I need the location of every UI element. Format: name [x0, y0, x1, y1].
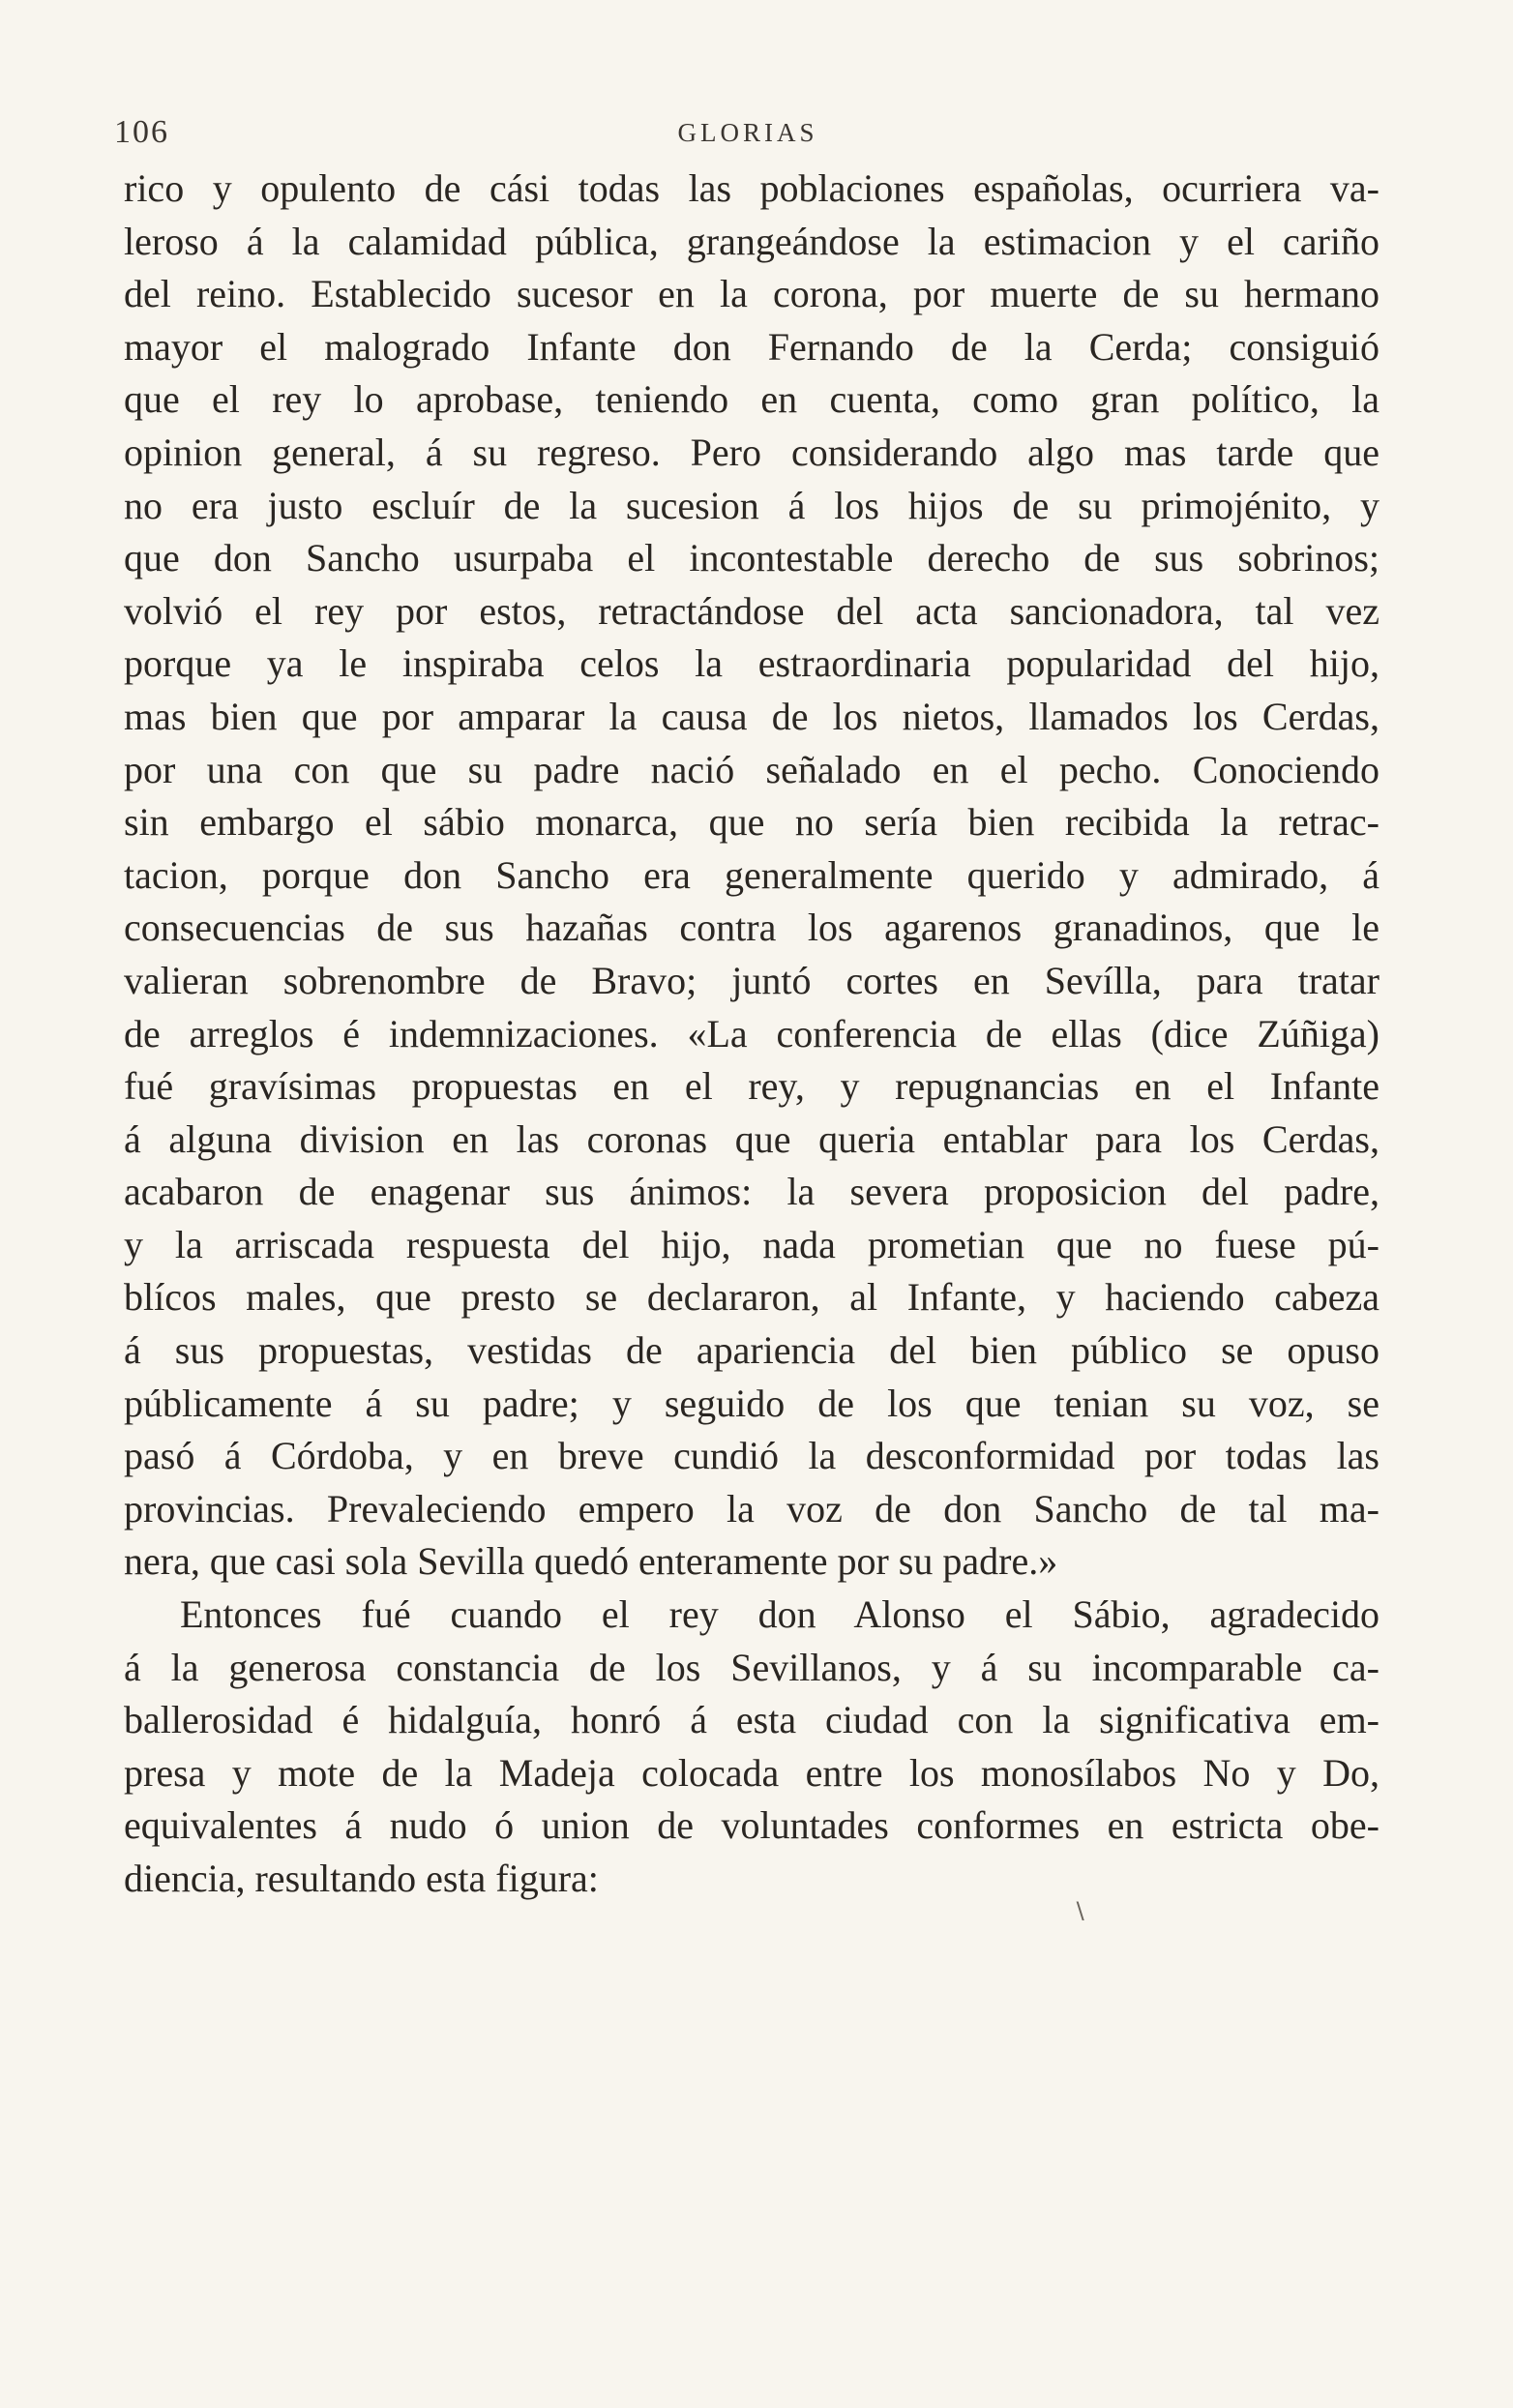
text-line: no era justo escluír de la sucesion á los hijos de su primojénito, y [124, 483, 1380, 527]
text-line: y la arriscada respuesta del hijo, nada prometian que no fuese pú- [124, 1222, 1380, 1266]
text-line: tacion, porque don Sancho era generalmente querido y admirado, á [124, 852, 1380, 897]
text-line: que el rey lo aprobase, teniendo en cuenta, como gran político, la [124, 377, 1380, 422]
text-line: consecuencias de sus hazañas contra los agarenos granadinos, que le [124, 906, 1380, 950]
page-number: 106 [114, 114, 169, 150]
text-line: ballerosidad é hidalguía, honró á esta ciudad con la significativa em- [124, 1698, 1380, 1742]
text-line: opinion general, á su regreso. Pero considerando algo mas tarde que [124, 430, 1380, 474]
text-line: á la generosa constancia de los Sevillanos, y á su incomparable ca- [124, 1645, 1380, 1689]
running-title: GLORIAS [677, 118, 818, 147]
text-line: presa y mote de la Madeja colocada entre los monosílabos No y Do, [124, 1750, 1380, 1795]
text-line: volvió el rey por estos, retractándose del acta sancionadora, tal vez [124, 588, 1380, 633]
text-line: valieran sobrenombre de Bravo; juntó cortes en Sevílla, para tratar [124, 958, 1380, 1002]
text-line: á sus propuestas, vestidas de apariencia del bien público se opuso [124, 1328, 1380, 1373]
text-line: blícos males, que presto se declararon, al Infante, y haciendo cabeza [124, 1275, 1380, 1320]
text-line: equivalentes á nudo ó union de voluntades conformes en estricta obe- [124, 1803, 1380, 1848]
body-text [124, 163, 1380, 1906]
text-line: mayor el malogrado Infante don Fernando de la Cerda; consiguió [124, 324, 1380, 369]
text-line: fué gravísimas propuestas en el rey, y repugnancias en el Infante [124, 1064, 1380, 1109]
text-line: Entonces fué cuando el rey don Alonso el Sábio, agradecido [180, 1592, 1380, 1637]
text-line: pasó á Córdoba, y en breve cundió la desconformidad por todas las [124, 1434, 1380, 1478]
text-line: acabaron de enagenar sus ánimos: la severa proposicion del padre, [124, 1170, 1380, 1214]
ink-speck: ∖ [1072, 1900, 1087, 1925]
text-line: diencia, resultando esta figura: [124, 1857, 599, 1900]
text-line: rico y opulento de cási todas las poblaciones españolas, ocurriera va- [124, 166, 1380, 210]
text-line: porque ya le inspiraba celos la estraordinaria popularidad del hijo, [124, 641, 1380, 686]
running-head [114, 114, 1381, 153]
text-line: que don Sancho usurpaba el incontestable derecho de sus sobrinos; [124, 536, 1380, 580]
text-line: por una con que su padre nació señalado en el pecho. Conociendo [124, 747, 1380, 791]
text-line: á alguna division en las coronas que queria entablar para los Cerdas, [124, 1116, 1380, 1161]
text-line: del reino. Establecido sucesor en la corona, por muerte de su hermano [124, 272, 1380, 316]
text-line: leroso á la calamidad pública, grangeándose la estimacion y el cariño [124, 219, 1380, 263]
text-line: públicamente á su padre; y seguido de los que tenian su voz, se [124, 1381, 1380, 1425]
text-line: nera, que casi sola Sevilla quedó enteramente por su padre.» [124, 1539, 1058, 1584]
text-line: mas bien que por amparar la causa de los nietos, llamados los Cerdas, [124, 694, 1380, 738]
text-line: de arreglos é indemnizaciones. «La conferencia de ellas (dice Zúñiga) [124, 1011, 1380, 1055]
text-line: sin embargo el sábio monarca, que no sería bien recibida la retrac- [124, 800, 1380, 845]
text-line: provincias. Prevaleciendo empero la voz de don Sancho de tal ma- [124, 1486, 1380, 1531]
